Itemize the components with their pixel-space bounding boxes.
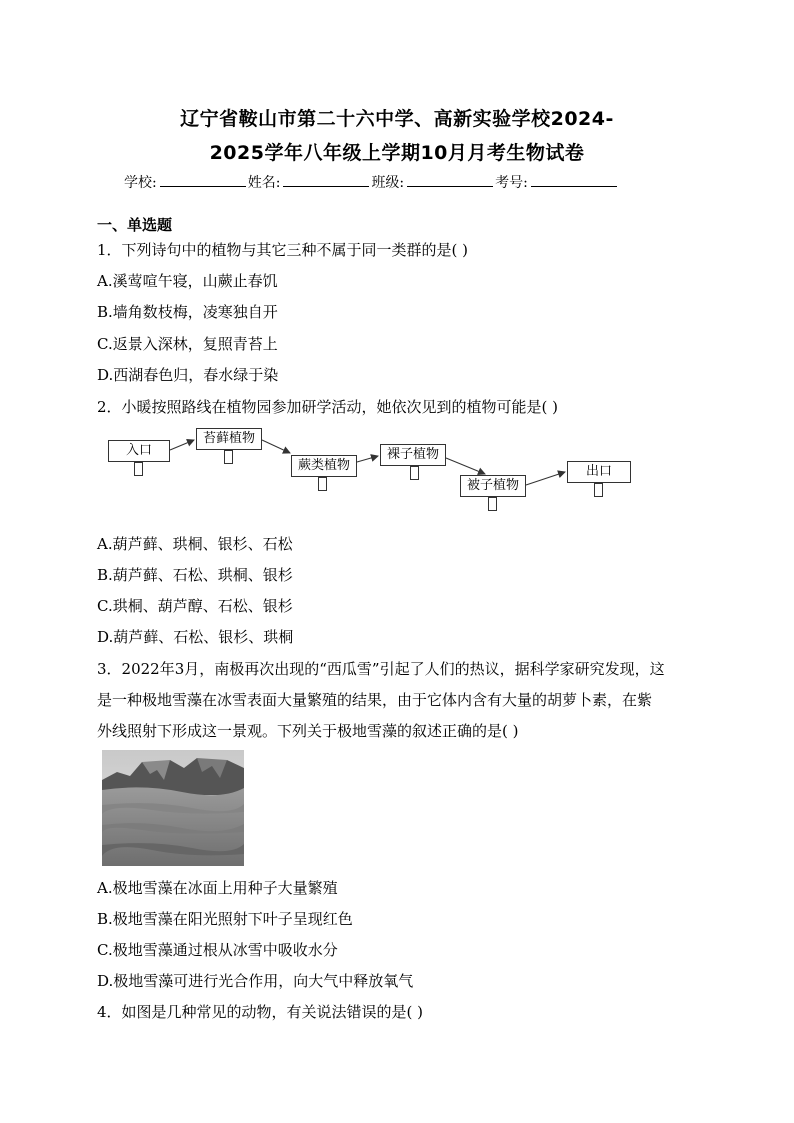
sign-entrance-post (134, 462, 143, 476)
sign-exit: 出口 (567, 461, 631, 483)
q3-stem-line-1: 3．2022年3月，南极再次出现的“西瓜雪”引起了人们的热议，据科学家研究发现，这 (97, 660, 665, 678)
q2-option-b: B.葫芦藓、石松、珙桐、银杉 (97, 566, 293, 584)
arrow-fern-to-gymno (357, 456, 378, 462)
q1-option-d: D.西湖春色归，春水绿于染 (97, 366, 279, 384)
q1-option-b: B.墙角数枝梅，凌寒独自开 (97, 303, 278, 321)
arrow-entrance-to-moss (170, 440, 194, 450)
exam-no-label: 考号: (495, 175, 528, 191)
q3-option-a: A.极地雪藻在冰面上用种子大量繁殖 (97, 879, 338, 897)
q1-stem: 1．下列诗句中的植物与其它三种不属于同一类群的是( ) (97, 241, 469, 259)
sign-angiosperm-post (488, 497, 497, 511)
sign-fern: 蕨类植物 (291, 455, 357, 477)
q2-option-d: D.葫芦藓、石松、银杉、珙桐 (97, 628, 294, 646)
snow-algae-photo (102, 750, 244, 866)
arrow-angio-to-exit (526, 472, 565, 485)
q2-option-c: C.珙桐、葫芦醇、石松、银杉 (97, 597, 293, 615)
arrow-moss-to-fern (262, 440, 290, 453)
sign-entrance: 入口 (108, 440, 170, 462)
q3-option-b: B.极地雪藻在阳光照射下叶子呈现红色 (97, 910, 353, 928)
sign-exit-post (594, 483, 603, 497)
name-label: 姓名: (247, 175, 281, 191)
sign-angiosperm: 被子植物 (460, 475, 526, 497)
section-heading-single-choice: 一、单选题 (97, 216, 173, 234)
sign-moss: 苔藓植物 (196, 428, 262, 450)
school-label: 学校: (124, 175, 157, 191)
q3-stem-line-2: 是一种极地雪藻在冰雪表面大量繁殖的结果，由于它体内含有大量的胡萝卜素，在紫 (97, 691, 653, 709)
sign-gymnosperm: 裸子植物 (380, 444, 446, 466)
sign-moss-post (224, 450, 233, 464)
q1-option-a: A.溪莺喧午寝，山蕨止春饥 (97, 272, 278, 290)
q2-stem: 2．小暖按照路线在植物园参加研学活动，她依次见到的植物可能是( ) (97, 398, 559, 416)
q1-option-c: C.返景入深林，复照青苔上 (97, 335, 278, 353)
q3-option-c: C.极地雪藻通过根从冰雪中吸收水分 (97, 941, 338, 959)
q3-stem-line-3: 外线照射下形成这一景观。下列关于极地雪藻的叙述正确的是( ) (97, 722, 519, 740)
sign-fern-post (318, 477, 327, 491)
arrow-gymno-to-angio (446, 458, 485, 474)
class-label: 班级: (371, 175, 405, 191)
q4-stem: 4．如图是几种常见的动物，有关说法错误的是( ) (97, 1003, 424, 1021)
q3-option-d: D.极地雪藻可进行光合作用，向大气中释放氧气 (97, 972, 414, 990)
q2-option-a: A.葫芦藓、珙桐、银杉、石松 (97, 535, 293, 553)
sign-gymnosperm-post (410, 466, 419, 480)
exam-title-line-1: 辽宁省鞍山市第二十六中学、高新实验学校2024- (180, 108, 614, 130)
exam-title-line-2: 2025学年八年级上学期10月月考生物试卷 (209, 142, 585, 164)
